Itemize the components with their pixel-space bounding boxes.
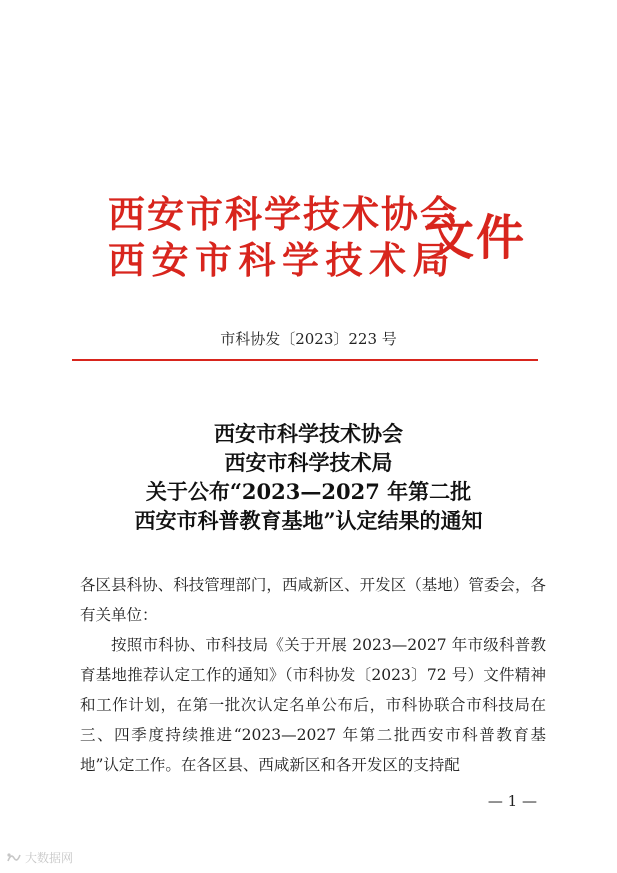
header-org-line-1: 西安市科学技术协会 — [108, 192, 459, 236]
title-line-1: 西安市科学技术协会 — [214, 421, 403, 446]
salutation: 各区县科协、科技管理部门，西咸新区、开发区（基地）管委会，各有关单位： — [80, 576, 546, 624]
document-header — [108, 192, 528, 292]
title-line-3: 关于公布“2023—2027 年第二批 — [145, 479, 472, 504]
header-suffix: 文件 — [426, 210, 527, 266]
page-number: — 1 — — [487, 792, 537, 810]
header-org-line-2: 西安市科学技术局 — [108, 238, 456, 282]
notice-title — [0, 419, 617, 535]
document-body — [80, 570, 546, 780]
document-number: 市科协发〔2023〕223 号 — [220, 330, 397, 348]
watermark-text: 大数据网 — [25, 851, 74, 865]
header-divider — [72, 359, 538, 361]
watermark — [6, 849, 73, 866]
title-line-4: 西安市科普教育基地”认定结果的通知 — [134, 508, 483, 533]
body-paragraph: 按照市科协、市科技局《关于开展 2023—2027 年市级科普教育基地推荐认定工作的通知》（市科协发〔2023〕72 号）文件精神和工作计划，在第一批次认定名单公布后，市科协联合市科技局在三、四季度持续推进“2023—2027 年第二批西安市科普教育基地”认定工作。在各区县、西咸新区和各开发区的支持配 — [80, 636, 546, 774]
title-line-2: 西安市科学技术局 — [224, 450, 393, 475]
watermark-logo-icon — [6, 852, 22, 864]
